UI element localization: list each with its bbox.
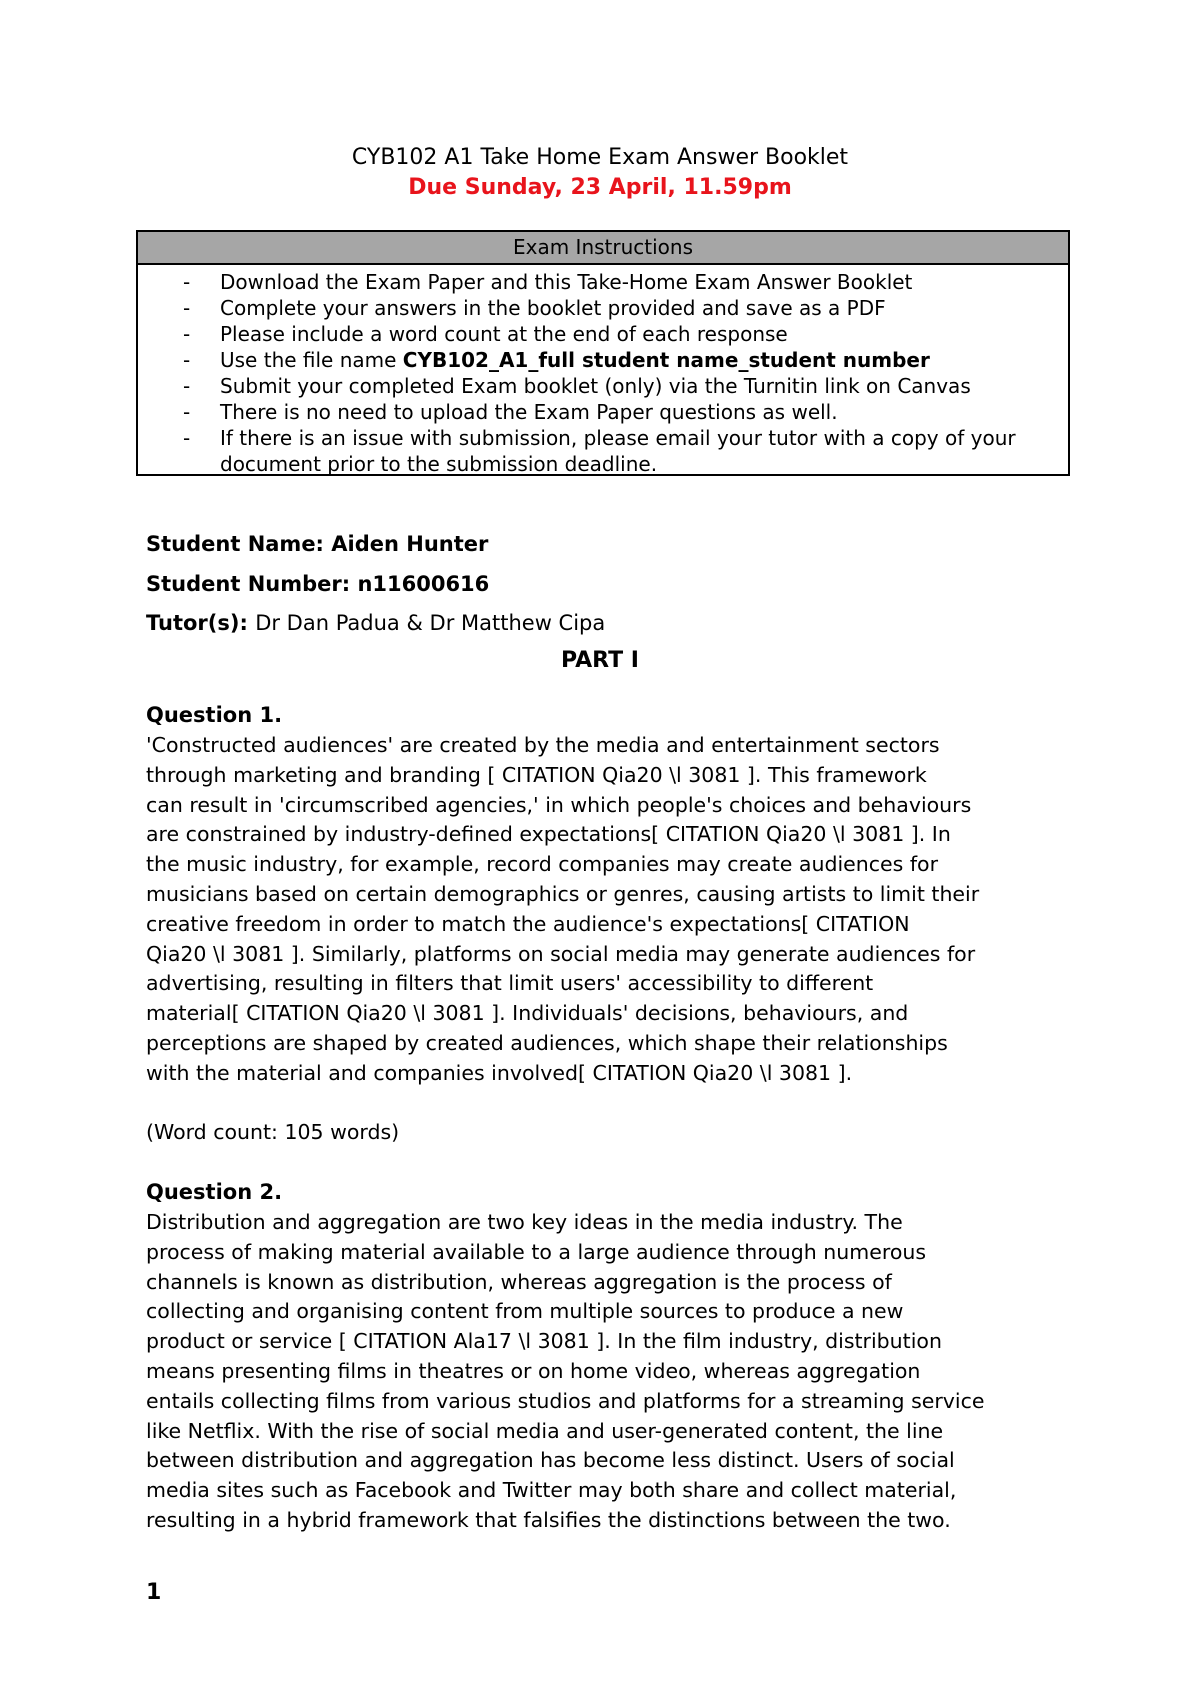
instruction-item: - Submit your completed Exam booklet (only) via the Turnitin link on Canvas: [183, 374, 971, 398]
question-1-answer: 'Constructed audiences' are created by the media and entertainment sectors through marketing and branding [ CITATION Qia20 \l 3081 ]. This framework can result in 'circumscribed agencies,' in which people's choices and behaviours are constrained by industry-defined expectations[ CITATION Qia20 \l 3081 ]. In the music industry, for example, record companies may create audiences for musicians based on certain demographics or genres, causing artists to limit their creative freedom in order to match the audience's expectations[ CITATION Qia20 \l 3081 ]. Similarly, platforms on social media may generate audiences for advertising, resulting in filters that limit users' accessibility to different material[ CITATION Qia20 \l 3081 ]. Individuals' decisions, behaviours, and perceptions are shaped by created audiences, which shape their relationships with the material and companies involved[ CITATION Qia20 \l 3081 ].: [146, 733, 980, 1085]
instruction-item: - If there is an issue with submission, please email your tutor with a copy of your document prior to the submission deadline.: [183, 426, 1016, 476]
part-heading: PART I: [561, 648, 639, 673]
document-title: CYB102 A1 Take Home Exam Answer Booklet: [351, 145, 849, 170]
tutor-names: Dr Dan Padua & Dr Matthew Cipa: [255, 611, 606, 635]
tutor-label: Tutor(s):: [146, 611, 248, 635]
exam-instructions-box: [136, 230, 1070, 476]
instruction-item: - Download the Exam Paper and this Take-Home Exam Answer Booklet: [183, 270, 913, 294]
student-number-line: [146, 570, 1066, 598]
exam-instructions-heading: Exam Instructions: [138, 232, 1068, 265]
question-2-answer: Distribution and aggregation are two key ideas in the media industry. The process of making material available to a large audience through numerous channels is known as distribution, whereas aggregation is the process of collecting and organising content from multiple sources to produce a new product or service [ CITATION Ala17 \l 3081 ]. In the film industry, distribution means presenting films in theatres or on home video, whereas aggregation entails collecting films from various studios and platforms for a streaming service like Netflix. With the rise of social media and user-generated content, the line between distribution and aggregation has become less distinct. Users of social media sites such as Facebook and Twitter may both share and collect material, resulting in a hybrid framework that falsifies the distinctions between the two.: [146, 1210, 985, 1532]
instruction-item: - There is no need to upload the Exam Paper questions as well.: [183, 400, 838, 424]
student-name-label: Student Name:: [146, 532, 324, 556]
student-number-label: Student Number:: [146, 572, 351, 596]
page-number: 1: [146, 1580, 162, 1605]
student-name-line: [146, 530, 1066, 558]
instruction-item: - Use the file name CYB102_A1_full student name_student number: [183, 348, 930, 372]
student-name: Aiden Hunter: [331, 532, 489, 556]
question-2-heading: Question 2.: [146, 1180, 283, 1204]
student-number: n11600616: [357, 572, 490, 596]
instruction-item: - Complete your answers in the booklet provided and save as a PDF: [183, 296, 886, 320]
tutor-line: [146, 609, 1066, 637]
exam-instructions-list: [138, 265, 1068, 477]
question-1-heading: Question 1.: [146, 703, 283, 727]
question-1-word-count: (Word count: 105 words): [146, 1120, 400, 1144]
file-name-format: CYB102_A1_full student name_student number: [402, 348, 930, 372]
instruction-item: - Please include a word count at the end of each response: [183, 322, 788, 346]
due-date: Due Sunday, 23 April, 11.59pm: [408, 175, 792, 200]
